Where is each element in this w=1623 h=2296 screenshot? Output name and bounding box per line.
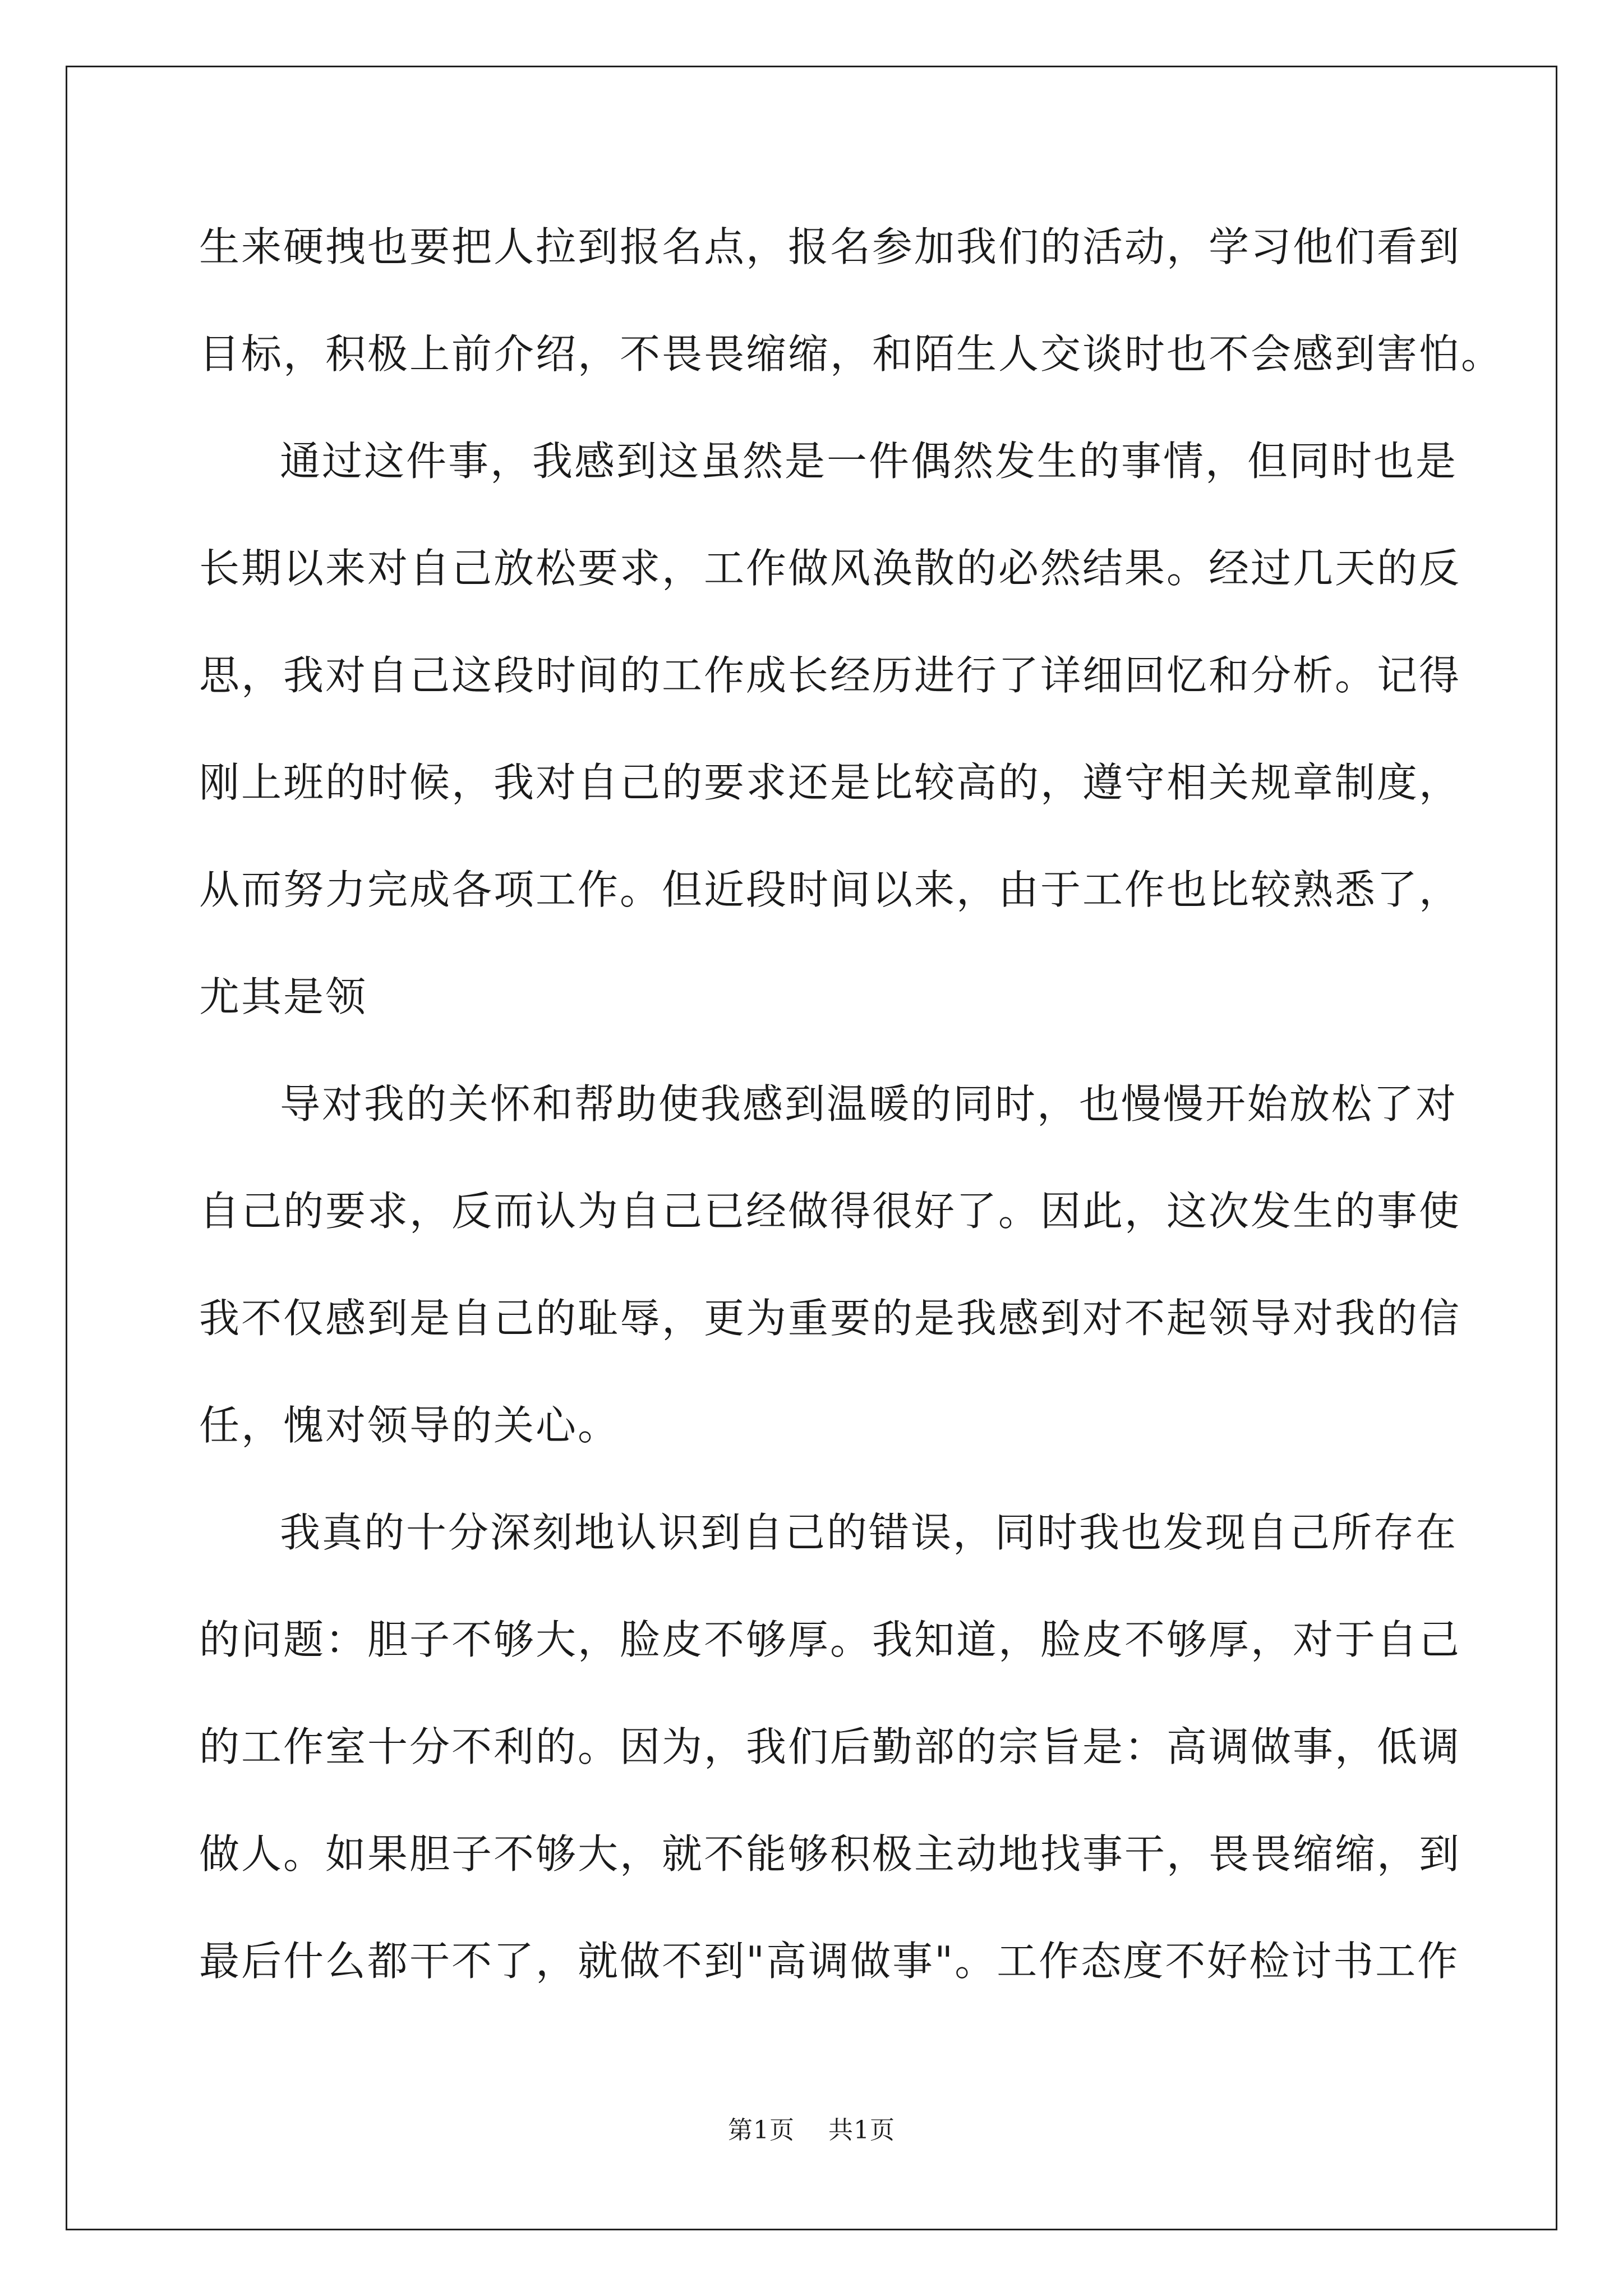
text-line: 导对我的关怀和帮助使我感到温暖的同时，也慢慢开始放松了对 [280, 1080, 1458, 1128]
text-line: 尤其是领 [199, 973, 368, 1020]
text-line: 最后什么都干不了，就做不到"高调做事"。工作态度不好检讨书工作 [199, 1938, 1460, 1985]
text-line: 长期以来对自己放松要求，工作做风涣散的必然结果。经过几天的反 [199, 545, 1461, 592]
text-line: 思，我对自己这段时间的工作成长经历进行了详细回忆和分析。记得 [199, 652, 1461, 699]
text-line: 刚上班的时候，我对自己的要求还是比较高的，遵守相关规章制度， [199, 759, 1461, 806]
text-line: 的工作室十分不利的。因为，我们后勤部的宗旨是：高调做事，低调 [199, 1723, 1461, 1770]
text-line: 我真的十分深刻地认识到自己的错误，同时我也发现自己所存在 [280, 1509, 1458, 1556]
text-line: 我不仅感到是自己的耻辱，更为重要的是我感到对不起领导对我的信 [199, 1295, 1461, 1342]
text-line: 从而努力完成各项工作。但近段时间以来，由于工作也比较熟悉了， [199, 866, 1461, 913]
text-line: 通过这件事，我感到这虽然是一件偶然发生的事情，但同时也是 [280, 438, 1458, 485]
text-line: 的问题：胆子不够大，脸皮不够厚。我知道，脸皮不够厚，对于自己 [199, 1616, 1461, 1663]
text-line: 自己的要求，反而认为自己已经做得很好了。因此，这次发生的事使 [199, 1188, 1461, 1235]
text-line: 任，愧对领导的关心。 [199, 1402, 620, 1449]
text-line: 做人。如果胆子不够大，就不能够积极主动地找事干，畏畏缩缩，到 [199, 1830, 1461, 1878]
text-line: 目标，积极上前介绍，不畏畏缩缩，和陌生人交谈时也不会感到害怕。 [199, 330, 1504, 378]
page-number: 第1页 [728, 2116, 795, 2145]
page-footer [0, 2114, 1623, 2147]
text-line: 生来硬拽也要把人拉到报名点，报名参加我们的活动，学习他们看到 [199, 223, 1461, 270]
page-total: 共1页 [828, 2116, 895, 2145]
page-border [66, 66, 1557, 2230]
